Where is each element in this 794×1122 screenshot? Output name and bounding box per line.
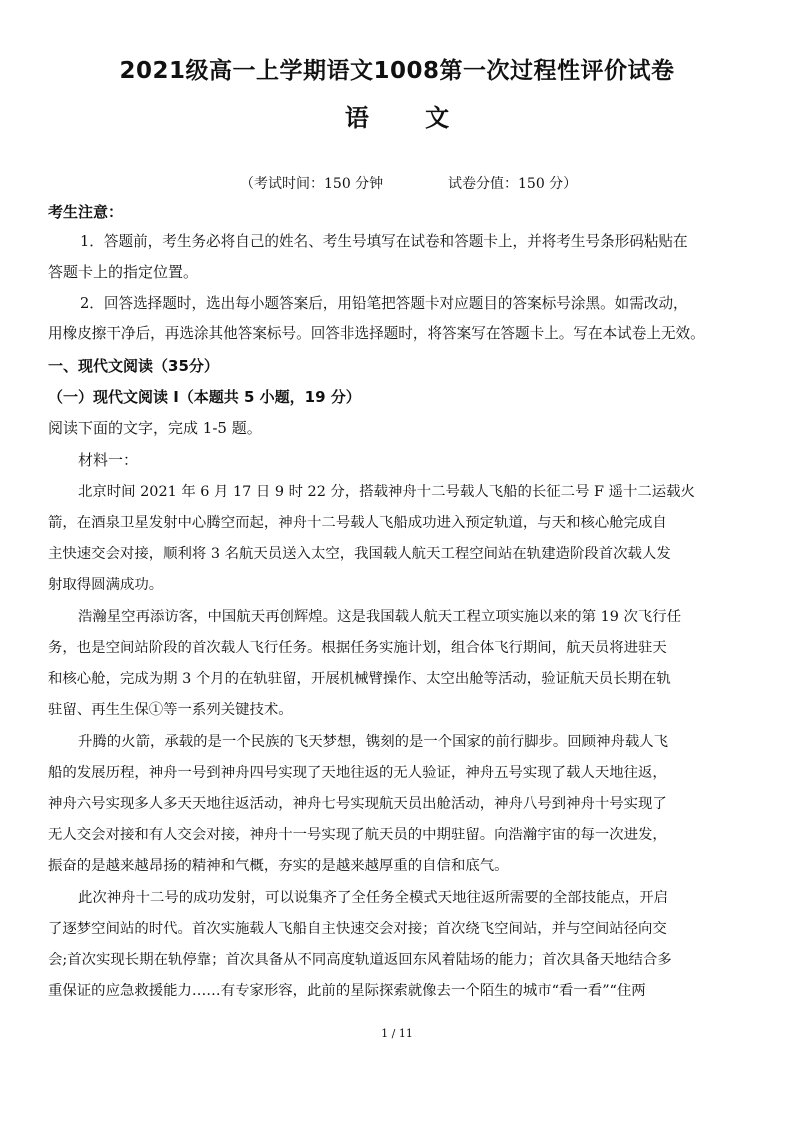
notice-heading: 考生注意： — [48, 203, 124, 221]
passage-line: 船的发展历程，神舟一号到神舟四号实现了天地往返的无人验证，神舟五号实现了载人天地往返， — [48, 765, 667, 781]
passage-line: 务，也是空间站阶段的首次载人飞行任务。根据任务实施计划，组合体飞行期间，航天员将进驻天 — [48, 640, 667, 656]
passage-line: 重保证的应急救援能力……有专家形容，此前的星际探索就像去一个陌生的城市“看一看”“住两 — [48, 983, 646, 999]
notice-item-1-line-2: 答题卡上的指定位置。 — [48, 263, 199, 281]
material-label: 材料一： — [78, 451, 139, 469]
exam-time: （考试时间：150 分钟 — [240, 176, 384, 192]
passage-line: 升腾的火箭，承载的是一个民族的飞天梦想，镌刻的是一个国家的前行脚步。回顾神舟载人飞 — [78, 734, 669, 750]
passage-line: 无人交会对接和有人交会对接，神舟十一号实现了航天员的中期驻留。向浩瀚宇宙的每一次进发， — [48, 827, 667, 843]
passage-line: 和核心舱，完成为期 3 个月的在轨驻留，开展机械臂操作、太空出舱等活动，验证航天员长期在轨 — [48, 671, 671, 687]
passage-line: 北京时间 2021 年 6 月 17 日 9 时 22 分，搭载神舟十二号载人飞船的长征二号 F 遥十二运载火 — [78, 484, 695, 500]
page-number: 1 / 11 — [381, 1027, 413, 1040]
passage-line: 振奋的是越来越昂扬的精神和气概，夯实的是越来越厚重的自信和底气。 — [48, 858, 509, 874]
passage-line: 了逐梦空间站的时代。首次实施载人飞船自主快速交会对接；首次绕飞空间站，并与空间站径向交 — [48, 921, 667, 937]
sub-section-heading: （一）现代文阅读 I（本题共 5 小题，19 分） — [48, 388, 361, 406]
passage-line: 此次神舟十二号的成功发射，可以说集齐了全任务全模式天地往返所需要的全部技能点，开启 — [78, 890, 669, 906]
passage-line: 浩瀚星空再添访客，中国航天再创辉煌。这是我国载人航天工程立项实施以来的第 19 次飞行任 — [78, 609, 682, 625]
exam-score: 试卷分值：150 分） — [448, 176, 578, 192]
passage-line: 射取得圆满成功。 — [48, 577, 164, 593]
exam-title: 2021级高一上学期语文1008第一次过程性评价试卷 — [119, 58, 675, 84]
notice-item-2-line-2: 用橡皮擦干净后，再选涂其他答案标号。回答非选择题时，将答案写在答题卡上。写在本试卷上无效。 — [48, 325, 705, 342]
passage-line: 主快速交会对接，顺利将 3 名航天员送入太空，我国载人航天工程空间站在轨建造阶段首次载人发 — [48, 546, 671, 562]
passage-line: 箭，在酒泉卫星发射中心腾空而起，神舟十二号载人飞船成功进入预定轨道，与天和核心舱完成自 — [48, 515, 667, 531]
passage-line: 驻留、再生生保①等一系列关键技术。 — [48, 702, 293, 718]
passage-line: 神舟六号实现多人多天天地往返活动，神舟七号实现航天员出舱活动，神舟八号到神舟十号实现了 — [48, 796, 667, 812]
subject-title: 语 文 — [344, 104, 474, 132]
notice-item-1-line-1: 1．答题前，考生务必将自己的姓名、考生号填写在试卷和答题卡上，并将考生号条形码粘贴在 — [80, 233, 688, 250]
notice-item-2-line-1: 2．回答选择题时，选出每小题答案后，用铅笔把答题卡对应题目的答案标号涂黑。如需改动， — [80, 295, 688, 312]
reading-instruction: 阅读下面的文字，完成 1-5 题。 — [48, 419, 262, 437]
passage-line: 会;首次实现长期在轨停靠；首次具备从不同高度轨道返回东风着陆场的能力；首次具备天地结合多 — [48, 952, 672, 968]
section-heading: 一、现代文阅读（35分） — [48, 357, 219, 375]
